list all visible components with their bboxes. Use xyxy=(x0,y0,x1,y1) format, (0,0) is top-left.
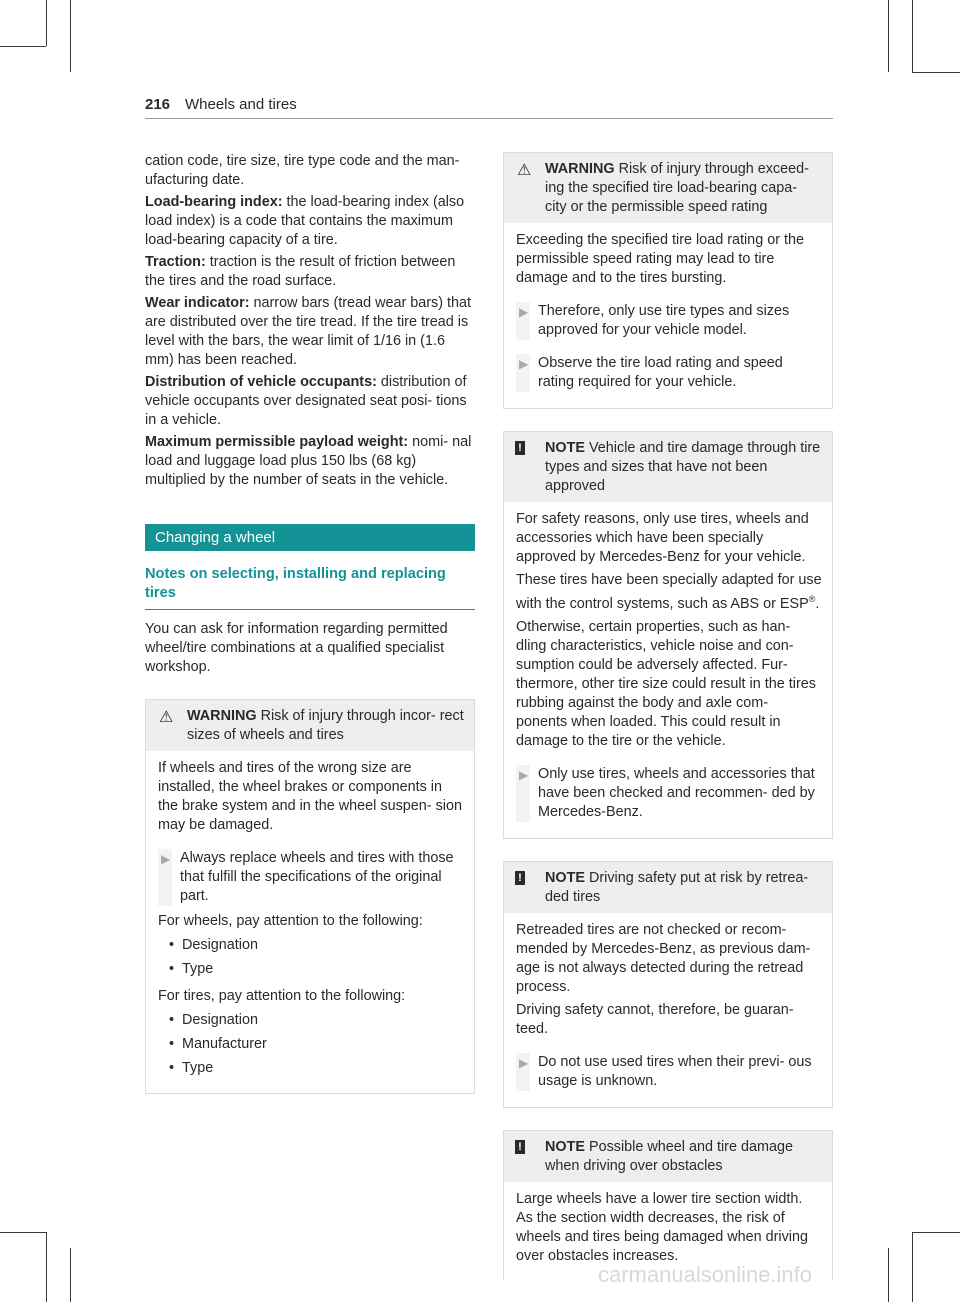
instruction-step xyxy=(158,849,464,906)
wheels-intro: For wheels, pay attention to the following: xyxy=(158,913,423,929)
note-label: NOTE xyxy=(545,869,585,886)
warning-header xyxy=(146,700,474,751)
warning-body xyxy=(146,751,474,1093)
crop-mark xyxy=(912,72,960,73)
instruction-step xyxy=(516,765,822,822)
crop-mark xyxy=(912,1232,913,1302)
definition-text: nomi- nal load and luggage load plus 150 lbs (68 kg) multiplied by the number of seats in the vehicle. xyxy=(145,434,472,488)
warning-box xyxy=(145,699,475,1094)
section-name: Wheels and tires xyxy=(185,96,297,113)
crop-mark xyxy=(70,0,71,72)
arrow-right-icon: ▶ xyxy=(519,767,529,782)
note-body xyxy=(504,502,832,838)
subsection-title: Notes on selecting, installing and replacing tires xyxy=(145,565,475,610)
note-header xyxy=(504,1131,832,1182)
definition-term: Traction: xyxy=(145,254,206,270)
definition-text: narrow bars (tread wear bars) that are distributed over the tire tread. If the tire tread is level with the bars, the wear limit of 1/16 in (1.6 mm) has been reached. xyxy=(145,295,472,368)
watermark: carmanualsonline.info xyxy=(598,1262,813,1287)
registered-mark: ® xyxy=(808,594,816,604)
step-text: Only use tires, wheels and accessories that have been checked and recommen- ded by Mercedes-Benz. xyxy=(538,765,815,820)
warning-triangle-icon: ⚠ xyxy=(159,709,174,726)
section-title: Changing a wheel xyxy=(145,524,475,551)
definition xyxy=(145,373,475,430)
definition-term: Maximum permissible payload weight: xyxy=(145,434,409,450)
arrow-right-icon: ▶ xyxy=(519,1055,529,1070)
right-column xyxy=(503,152,833,1280)
tires-intro: For tires, pay attention to the following: xyxy=(158,988,406,1004)
definition xyxy=(145,253,475,291)
note-box xyxy=(503,1130,833,1280)
warning-body xyxy=(504,223,832,408)
note-text-part: These tires have been specially adapted for use with the control systems, such as ABS or ESP xyxy=(516,572,822,612)
warning-label: WARNING xyxy=(545,161,615,177)
step-text: Always replace wheels and tires with those that fulfill the specifications of the original part. xyxy=(180,850,454,904)
step-text: Observe the tire load rating and speed rating required for your vehicle. xyxy=(538,355,783,390)
intro-text: cation code, tire size, tire type code and the man- ufacturing date. xyxy=(145,153,460,188)
instruction-step xyxy=(516,1053,822,1091)
exclamation-icon: ! xyxy=(515,1140,525,1154)
instruction-step xyxy=(516,302,822,340)
note-header xyxy=(504,432,832,502)
warning-text: Exceeding the specified tire load rating or the permissible speed rating may lead to tire damage and to the tires bursting. xyxy=(516,232,804,286)
definition xyxy=(145,294,475,370)
crop-mark xyxy=(888,0,889,72)
note-text-end: . xyxy=(815,595,820,612)
crop-mark xyxy=(912,0,913,72)
definition xyxy=(145,193,475,250)
definition xyxy=(145,433,475,490)
warning-header xyxy=(504,153,832,223)
left-column xyxy=(145,152,475,1094)
note-body xyxy=(504,913,832,1107)
note-text: Driving safety cannot, therefore, be guaran- teed. xyxy=(516,1001,794,1037)
page-header xyxy=(145,94,833,119)
exclamation-icon: ! xyxy=(515,441,525,455)
warning-text: If wheels and tires of the wrong size are installed, the wheel brakes or components in the brake system and in the wheel suspen- sion may be damaged. xyxy=(158,760,462,833)
definition-text: the load-bearing index (also load index) is a code that contains the maximum load-bearing capacity of a tire. xyxy=(145,194,465,248)
warning-triangle-icon: ⚠ xyxy=(517,162,532,179)
warning-title: Risk of injury through incor- rect sizes of wheels and tires xyxy=(187,708,464,743)
warning-label: WARNING xyxy=(187,708,257,724)
crop-mark xyxy=(70,1248,71,1302)
crop-mark xyxy=(46,0,47,46)
note-title: Vehicle and tire damage through tire types and sizes that have not been approved xyxy=(545,440,821,494)
note-box xyxy=(503,861,833,1108)
list-item: • Designation xyxy=(158,1011,464,1030)
note-text: Retreaded tires are not checked or recom- mended by Mercedes-Benz, as previous dam- age is not always detected during the retread process. xyxy=(516,921,811,995)
definition-text: distribution of vehicle occupants over designated seat posi- tions in a vehicle. xyxy=(145,374,467,428)
note-text: Otherwise, certain properties, such as han- dling characteristics, vehicle noise and con- sumption could be adversely affected. Fur- thermore, other tire size could result in the tires rubbing against the body and axle com- ponents when loaded. This could result in damage to the tire or the vehicle. xyxy=(516,618,816,749)
definition-text: traction is the result of friction between the tires and the road surface. xyxy=(145,254,456,289)
crop-mark xyxy=(0,46,46,47)
warning-title: Risk of injury through exceed- ing the specified tire load-bearing capa- city or the permissible speed rating xyxy=(545,161,809,215)
arrow-right-icon: ▶ xyxy=(519,305,529,319)
note-title: Possible wheel and tire damage when driving over obstacles xyxy=(545,1138,793,1174)
arrow-right-icon: ▶ xyxy=(519,357,529,371)
crop-mark xyxy=(46,1232,47,1302)
definition-term: Load-bearing index: xyxy=(145,194,283,210)
note-text: For safety reasons, only use tires, wheels and accessories which have been specially approved by Mercedes-Benz for your vehicle. xyxy=(516,511,809,565)
crop-mark xyxy=(0,1232,46,1233)
note-box xyxy=(503,431,833,839)
crop-mark xyxy=(912,1232,960,1233)
list-item: • Designation xyxy=(158,936,464,955)
warning-box xyxy=(503,152,833,409)
exclamation-icon: ! xyxy=(515,871,525,885)
list-item: • Type xyxy=(158,960,464,979)
note-label: NOTE xyxy=(545,1138,585,1155)
page-number: 216 xyxy=(145,96,171,113)
note-text xyxy=(516,571,822,614)
subsection-text: You can ask for information regarding permitted wheel/tire combinations at a qualified specialist workshop. xyxy=(145,621,448,675)
note-title: Driving safety put at risk by retrea- ded tires xyxy=(545,869,809,905)
note-text: Large wheels have a lower tire section width. As the section width decreases, the risk of wheels and tires being damaged when driving over obstacles increases. xyxy=(516,1190,808,1264)
note-label: NOTE xyxy=(545,440,585,456)
arrow-right-icon: ▶ xyxy=(161,852,171,866)
list-item: • Type xyxy=(158,1059,464,1078)
crop-mark xyxy=(888,1248,889,1302)
step-text: Do not use used tires when their previ- ous usage is unknown. xyxy=(538,1053,812,1089)
note-header xyxy=(504,862,832,913)
definition-term: Wear indicator: xyxy=(145,295,250,311)
list-item: • Manufacturer xyxy=(158,1035,464,1054)
instruction-step xyxy=(516,354,822,392)
definition-term: Distribution of vehicle occupants: xyxy=(145,374,377,390)
step-text: Therefore, only use tire types and sizes approved for your vehicle model. xyxy=(538,303,790,338)
